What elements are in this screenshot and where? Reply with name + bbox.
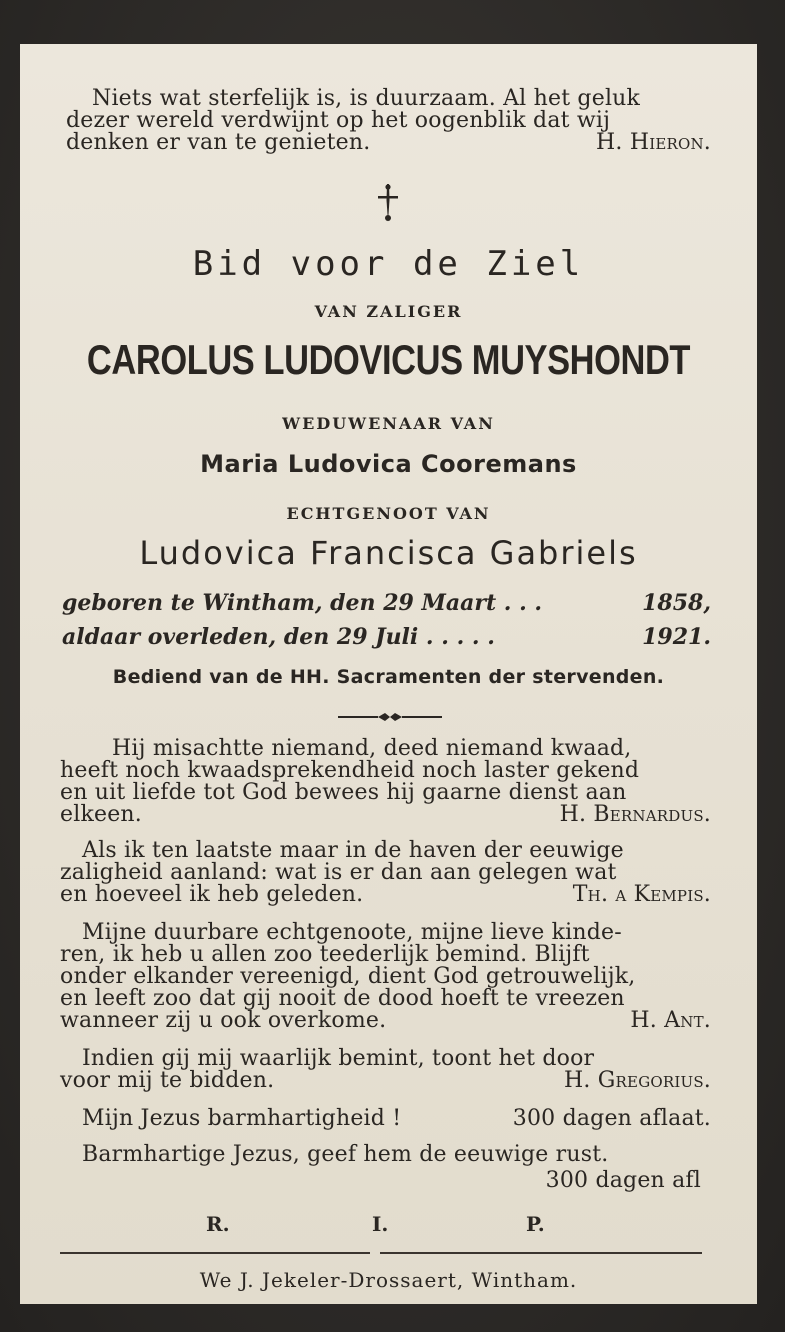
quote-author: H. Ant. [630,1008,711,1033]
weduwenaar-label: WEDUWENAAR VAN [282,414,495,433]
quote-author: Th. a Kempis. [572,882,711,907]
rip-i: I. [372,1212,389,1236]
cross-icon [376,182,400,224]
bid-voor-de-ziel: Bid voor de Ziel [192,244,585,284]
quote-line: ren, ik heb u allen zoo teederlijk bemind. Blijft [60,942,590,967]
quote-author: H. Gregorius. [564,1068,711,1093]
birth-year: 1858, [642,590,711,616]
sacraments-line: Bediend van de HH. Sacramenten der stervenden. [112,666,665,688]
quote-line: Als ik ten laatste maar in de haven der eeuwige [82,838,624,863]
birth-line [62,590,711,616]
echtgenoot-label: ECHTGENOOT VAN [286,504,491,523]
quote-line: zaligheid aanland: wat is er dan aan gelegen wat [60,860,617,885]
prayer-indulgence: 300 dagen aflaat. [512,1106,711,1131]
first-spouse-name: Maria Ludovica Cooremans [200,450,577,478]
death-year: 1921. [642,624,711,650]
epigraph-line: Niets wat sterfelijk is, is duurzaam. Al het geluk [92,86,641,111]
epigraph-line: dezer wereld verdwijnt op het oogenblik dat wij [66,108,611,133]
card-paper [20,44,757,1304]
quote-line: voor mij te bidden. [60,1068,275,1093]
death-line [62,624,711,650]
quote-line: heeft noch kwaadsprekendheid noch laster gekend [60,758,640,783]
death-text: aldaar overleden, den 29 Juli . . . . . [62,624,495,650]
quote-author: H. Bernardus. [559,802,711,827]
quote-line: onder elkander vereenigd, dient God getrouwelijk, [60,964,636,989]
deceased-name: CAROLUS LUDOVICUS MUYSHONDT [86,336,691,383]
quote-line: en leeft zoo dat gij nooit de dood hoeft te vreezen [60,986,625,1011]
quote-line: wanneer zij u ook overkome. [60,1008,387,1033]
ornament-divider-icon [338,712,442,722]
quote-line: Hij misachtte niemand, deed niemand kwaad, [112,736,632,761]
prayer-indulgence: 300 dagen afl [545,1168,701,1193]
rip-r: R. [206,1212,230,1236]
quote-line: elkeen. [60,802,142,827]
quote-line: Indien gij mij waarlijk bemint, toont het door [82,1046,595,1071]
quote-line: en uit liefde tot God bewees hij gaarne dienst aan [60,780,627,805]
rip-p: P. [526,1212,545,1236]
footer-rule-left [60,1252,370,1254]
prayer-text: Mijn Jezus barmhartigheid ! [82,1106,402,1131]
epigraph-line: denken er van te genieten. [66,130,371,155]
van-zaliger-label: VAN ZALIGER [314,302,463,321]
quote-line: Mijne duurbare echtgenoote, mijne lieve kinde- [82,920,622,945]
footer-rule-right [380,1252,702,1254]
epigraph-author: H. Hieron. [596,130,711,155]
prayer-text: Barmhartige Jezus, geef hem de eeuwige rust. [82,1142,609,1167]
quote-line: en hoeveel ik heb geleden. [60,882,364,907]
birth-text: geboren te Wintham, den 29 Maart . . . [62,590,543,616]
second-spouse-name: Ludovica Francisca Gabriels [139,534,638,572]
printer-imprint: We J. Jekeler-Drossaert, Wintham. [199,1268,578,1292]
